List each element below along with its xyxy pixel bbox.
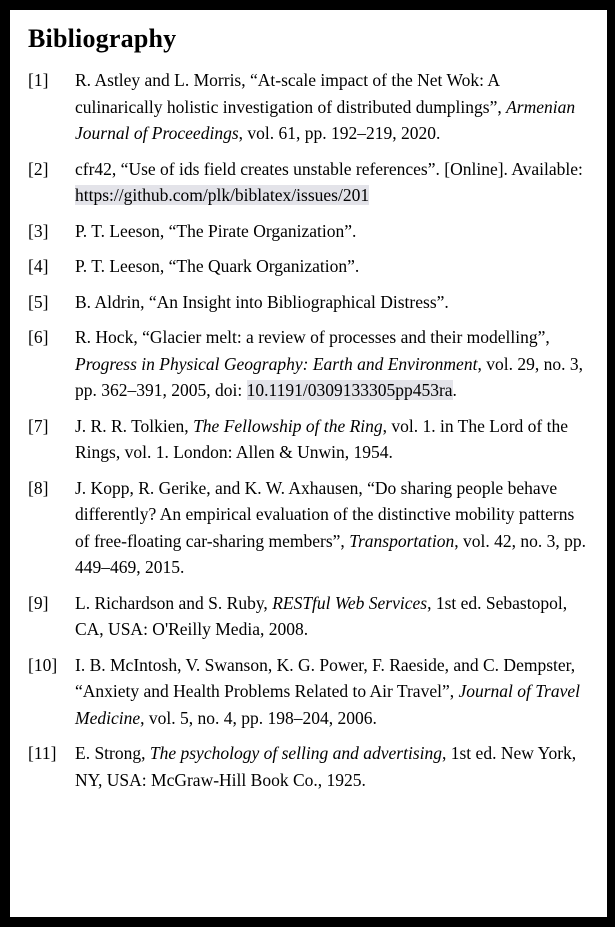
entry-text-segment: P. T. Leeson, “The Pirate Organization”. (75, 220, 357, 241)
bibliography-entry (28, 289, 587, 316)
entry-text-segment: B. Aldrin, “An Insight into Bibliographical Distress”. (75, 291, 449, 312)
page-title: Bibliography (28, 24, 177, 53)
bibliography-entry (28, 218, 587, 245)
hyperlink[interactable]: 10.1191/0309133305pp453ra (246, 380, 453, 401)
bibliography-entry (28, 413, 587, 466)
bibliography-entry (28, 652, 587, 732)
entry-text (75, 324, 587, 404)
entry-text (75, 156, 587, 209)
entry-text-segment: L. Richardson and S. Ruby, (75, 592, 273, 613)
entry-text-segment: , 1st ed. Sebastopol, CA, USA: O'Reilly Media, 2008. (75, 592, 568, 640)
entry-text-segment: . (452, 380, 457, 401)
entry-label: [1] (28, 70, 49, 91)
entry-text (75, 253, 587, 280)
entry-text-segment: J. Kopp, R. Gerike, and K. W. Axhausen, “Do sharing people behave differently? An empirical evaluation of the distinctive mobility patterns of free-floating car-sharing members”, (75, 477, 575, 551)
entry-label: [2] (28, 158, 49, 179)
entry-text (75, 413, 587, 466)
entry-text-segment: , vol. 1. in The Lord of the Rings, vol. 1. London: Allen & Unwin, 1954. (75, 415, 568, 463)
entry-label: [11] (28, 743, 57, 764)
entry-label: [3] (28, 220, 49, 241)
work-title-italic: Armenian Journal of Proceedings (75, 96, 576, 144)
entry-label: [9] (28, 592, 49, 613)
work-title-italic: Transportation (349, 530, 455, 551)
bibliography-entry (28, 253, 587, 280)
work-title-italic: Progress in Physical Geography: Earth and Environment (75, 353, 478, 374)
entry-text (75, 218, 587, 245)
entry-text-segment: cfr42, “Use of ids field creates unstable references”. [Online]. Available: (75, 158, 583, 179)
work-title-italic: Journal of Travel Medicine (75, 681, 581, 728)
entry-text-segment: , vol. 5, no. 4, pp. 198–204, 2006. (140, 707, 377, 728)
entry-text-segment: P. T. Leeson, “The Quark Organization”. (75, 256, 360, 277)
entry-text-segment: R. Astley and L. Morris, “At-scale impact of the Net Wok: A culinarically holistic investigation of distributed dumplings”, (75, 70, 507, 117)
entry-text-segment: E. Strong, (75, 743, 150, 764)
entry-text-segment: , 1st ed. New York, NY, USA: McGraw-Hill Book Co., 1925. (75, 743, 577, 790)
entry-label: [6] (28, 327, 49, 348)
bibliography-entry (28, 740, 587, 793)
bibliography-entry (28, 475, 587, 581)
work-title-italic: The psychology of selling and advertising (149, 743, 442, 764)
bibliography-list (28, 67, 587, 793)
document-page (10, 10, 607, 917)
entry-text-segment: I. B. McIntosh, V. Swanson, K. G. Power, F. Raeside, and C. Dempster, “Anxiety and Health Problems Related to Air Travel”, (75, 654, 576, 702)
entry-text (75, 475, 587, 581)
entry-text-segment: J. R. R. Tolkien, (75, 415, 194, 436)
entry-text (75, 67, 587, 147)
bibliography-entry (28, 156, 587, 209)
entry-label: [8] (28, 477, 49, 498)
entry-text-segment: , vol. 42, no. 3, pp. 449–469, 2015. (75, 530, 586, 578)
entry-text-segment: , vol. 61, pp. 192–219, 2020. (238, 123, 441, 144)
bibliography-entry (28, 324, 587, 404)
bibliography-entry (28, 67, 587, 147)
entry-text (75, 740, 587, 793)
entry-label: [10] (28, 654, 58, 675)
entry-text-segment: , vol. 29, no. 3, pp. 362–391, 2005, doi: (75, 353, 583, 401)
entry-label: [4] (28, 256, 49, 277)
hyperlink[interactable]: https://github.com/plk/biblatex/issues/201 (75, 185, 370, 206)
entry-text (75, 652, 587, 732)
entry-text (75, 289, 587, 316)
work-title-italic: RESTful Web Services (272, 592, 428, 613)
entry-text (75, 590, 587, 643)
work-title-italic: The Fellowship of the Ring (193, 415, 383, 436)
entry-label: [5] (28, 291, 49, 312)
bibliography-entry (28, 590, 587, 643)
entry-label: [7] (28, 415, 49, 436)
entry-text-segment: R. Hock, “Glacier melt: a review of processes and their modelling”, (75, 327, 550, 348)
